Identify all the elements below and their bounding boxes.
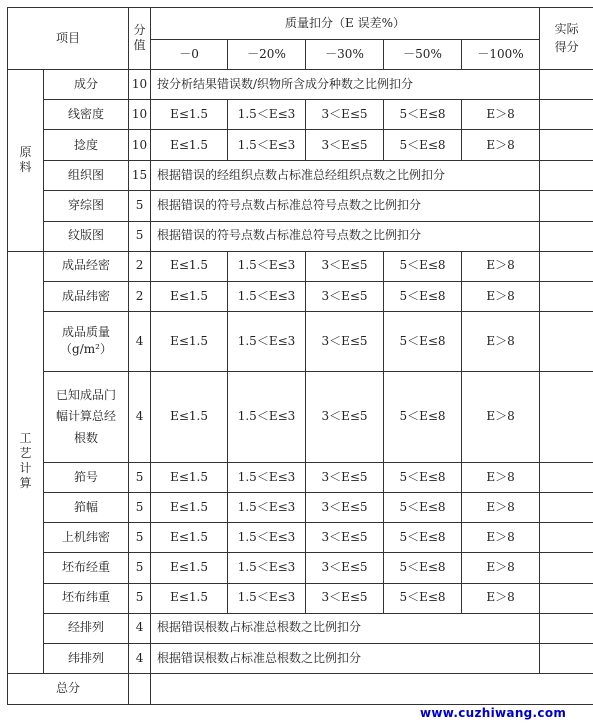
actual-cell [540, 643, 593, 673]
actual-cell [540, 311, 593, 371]
total-score-cell [129, 673, 151, 704]
row-desc: 根据错误根数占标准总根数之比例扣分 [151, 613, 540, 643]
level-100: －100% [462, 40, 540, 70]
table-row [8, 70, 593, 100]
row-desc: 按分析结果错误数/织物所含成分种数之比例扣分 [151, 70, 540, 100]
grade-cell: 5＜E≤8 [384, 371, 462, 462]
grade-cell: E≤1.5 [151, 130, 228, 161]
header-item: 项目 [8, 8, 129, 70]
grade-cell: 3＜E≤5 [306, 251, 384, 281]
grade-cell: 1.5＜E≤3 [228, 281, 306, 311]
row-score: 5 [129, 493, 151, 523]
scoring-table [7, 7, 593, 705]
table-row [8, 251, 593, 281]
grade-cell: E≤1.5 [151, 493, 228, 523]
grade-cell: E＞8 [462, 100, 540, 130]
grade-cell: 1.5＜E≤3 [228, 583, 306, 613]
actual-cell [540, 371, 593, 462]
actual-cell [540, 281, 593, 311]
row-score: 5 [129, 463, 151, 493]
grade-cell: E≤1.5 [151, 281, 228, 311]
grade-cell: 3＜E≤5 [306, 583, 384, 613]
actual-cell [540, 221, 593, 251]
grade-cell: E≤1.5 [151, 371, 228, 462]
level-30: －30% [306, 40, 384, 70]
row-name: 已知成品门幅计算总经根数 [44, 371, 129, 462]
header-row-1 [8, 8, 593, 40]
table-row [8, 463, 593, 493]
row-score: 10 [129, 130, 151, 161]
level-20: －20% [228, 40, 306, 70]
row-score: 10 [129, 100, 151, 130]
row-name: 成品纬密 [44, 281, 129, 311]
row-name: 穿综图 [44, 191, 129, 221]
grade-cell: 3＜E≤5 [306, 100, 384, 130]
row-desc: 根据错误的经组织点数占标准总经组织点数之比例扣分 [151, 161, 540, 191]
row-score: 2 [129, 251, 151, 281]
grade-cell: 5＜E≤8 [384, 130, 462, 161]
grade-cell: 1.5＜E≤3 [228, 371, 306, 462]
header-deduction: 质量扣分（E 误差%） [151, 8, 540, 40]
row-score: 5 [129, 221, 151, 251]
grade-cell: 5＜E≤8 [384, 463, 462, 493]
table-row [8, 643, 593, 673]
row-score: 2 [129, 281, 151, 311]
table-row [8, 311, 593, 371]
row-name: 经排列 [44, 613, 129, 643]
grade-cell: E＞8 [462, 371, 540, 462]
row-name: 筘号 [44, 463, 129, 493]
table-row [8, 100, 593, 130]
grade-cell: 1.5＜E≤3 [228, 130, 306, 161]
actual-cell [540, 553, 593, 583]
grade-cell: 3＜E≤5 [306, 130, 384, 161]
table-row [8, 281, 593, 311]
row-name: 坯布纬重 [44, 583, 129, 613]
grade-cell: E＞8 [462, 463, 540, 493]
row-score: 4 [129, 643, 151, 673]
row-name: 线密度 [44, 100, 129, 130]
grade-cell: 1.5＜E≤3 [228, 311, 306, 371]
grade-cell: E≤1.5 [151, 463, 228, 493]
row-name: 成品质量 （g/m²） [44, 311, 129, 371]
row-name: 纹版图 [44, 221, 129, 251]
row-name: 捻度 [44, 130, 129, 161]
level-0: －0 [151, 40, 228, 70]
row-score: 10 [129, 70, 151, 100]
total-row [8, 673, 593, 704]
grade-cell: 1.5＜E≤3 [228, 100, 306, 130]
grade-cell: 5＜E≤8 [384, 251, 462, 281]
row-score: 5 [129, 523, 151, 553]
row-desc: 根据错误的符号点数占标准总符号点数之比例扣分 [151, 221, 540, 251]
table-row [8, 130, 593, 161]
table-row [8, 613, 593, 643]
grade-cell: 3＜E≤5 [306, 523, 384, 553]
grade-cell: 1.5＜E≤3 [228, 523, 306, 553]
watermark: www.cuzhiwang.com [420, 706, 567, 720]
row-score: 5 [129, 191, 151, 221]
total-value-cell [151, 673, 593, 704]
grade-cell: 5＜E≤8 [384, 523, 462, 553]
grade-cell: E≤1.5 [151, 553, 228, 583]
grade-cell: 5＜E≤8 [384, 100, 462, 130]
table-row [8, 523, 593, 553]
grade-cell: 5＜E≤8 [384, 553, 462, 583]
section-process: 工艺计算 [8, 251, 44, 673]
grade-cell: E＞8 [462, 251, 540, 281]
row-name: 坯布经重 [44, 553, 129, 583]
grade-cell: E＞8 [462, 553, 540, 583]
row-score: 15 [129, 161, 151, 191]
grade-cell: E＞8 [462, 583, 540, 613]
header-score: 分值 [129, 8, 151, 70]
grade-cell: 3＜E≤5 [306, 463, 384, 493]
grade-cell: 1.5＜E≤3 [228, 553, 306, 583]
row-name: 上机纬密 [44, 523, 129, 553]
grade-cell: E≤1.5 [151, 100, 228, 130]
table-row [8, 553, 593, 583]
grade-cell: 5＜E≤8 [384, 583, 462, 613]
row-desc: 根据错误的符号点数占标准总符号点数之比例扣分 [151, 191, 540, 221]
grade-cell: 3＜E≤5 [306, 553, 384, 583]
row-score: 5 [129, 583, 151, 613]
grade-cell: E≤1.5 [151, 311, 228, 371]
actual-cell [540, 130, 593, 161]
row-name: 成品经密 [44, 251, 129, 281]
grade-cell: 3＜E≤5 [306, 493, 384, 523]
row-score: 4 [129, 613, 151, 643]
grade-cell: E＞8 [462, 130, 540, 161]
grade-cell: 1.5＜E≤3 [228, 493, 306, 523]
table-row [8, 371, 593, 462]
row-score: 4 [129, 311, 151, 371]
level-50: －50% [384, 40, 462, 70]
grade-cell: 3＜E≤5 [306, 371, 384, 462]
grade-cell: 5＜E≤8 [384, 311, 462, 371]
table-row [8, 191, 593, 221]
table-row [8, 583, 593, 613]
grade-cell: 3＜E≤5 [306, 281, 384, 311]
row-name: 组织图 [44, 161, 129, 191]
actual-cell [540, 493, 593, 523]
row-name: 筘幅 [44, 493, 129, 523]
row-name: 纬排列 [44, 643, 129, 673]
table-row [8, 161, 593, 191]
grade-cell: 3＜E≤5 [306, 311, 384, 371]
actual-cell [540, 70, 593, 100]
actual-cell [540, 523, 593, 553]
actual-cell [540, 583, 593, 613]
actual-cell [540, 251, 593, 281]
row-desc: 根据错误根数占标准总根数之比例扣分 [151, 643, 540, 673]
actual-cell [540, 161, 593, 191]
actual-cell [540, 191, 593, 221]
row-score: 4 [129, 371, 151, 462]
grade-cell: 1.5＜E≤3 [228, 251, 306, 281]
actual-cell [540, 100, 593, 130]
grade-cell: 5＜E≤8 [384, 493, 462, 523]
grade-cell: E＞8 [462, 311, 540, 371]
table-row [8, 221, 593, 251]
actual-cell [540, 613, 593, 643]
grade-cell: 1.5＜E≤3 [228, 463, 306, 493]
grade-cell: E＞8 [462, 523, 540, 553]
row-name: 成分 [44, 70, 129, 100]
total-label: 总分 [8, 673, 129, 704]
header-actual: 实际得分 [540, 8, 593, 70]
actual-cell [540, 463, 593, 493]
grade-cell: E＞8 [462, 281, 540, 311]
grade-cell: E≤1.5 [151, 583, 228, 613]
grade-cell: E＞8 [462, 493, 540, 523]
grade-cell: E≤1.5 [151, 523, 228, 553]
row-score: 5 [129, 553, 151, 583]
table-row [8, 493, 593, 523]
grade-cell: 5＜E≤8 [384, 281, 462, 311]
section-raw: 原料 [8, 70, 44, 251]
grade-cell: E≤1.5 [151, 251, 228, 281]
